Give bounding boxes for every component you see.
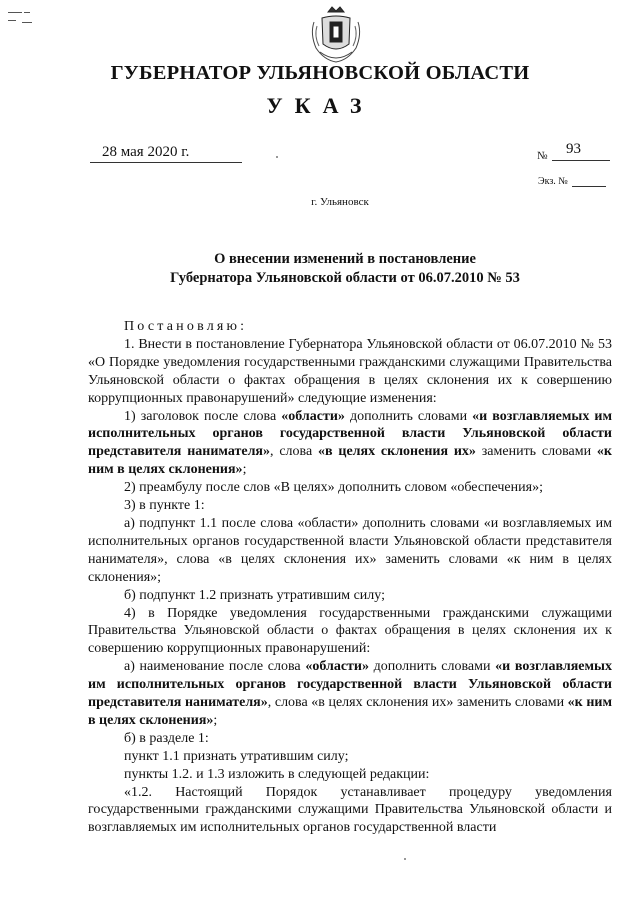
paragraph-item-3b: б) подпункт 1.2 признать утратившим силу; — [124, 587, 385, 603]
paragraph-1: 1. Внести в постановление Губернатора Ульяновской области от 06.07.2010 № 53 «О Порядке уведомления государственными гражданскими служащими Правительства Ульяновской области о фактах обращения в целях склонения их к совершению коррупционных правонарушений» следующие изменения: — [88, 336, 612, 406]
copy-number-underline — [572, 186, 606, 187]
scan-speck — [276, 156, 278, 158]
copy-number-label: Экз. № — [538, 176, 568, 187]
paragraph-item-3a: а) подпункт 1.1 после слова «области» дополнить словами «и возглавляемых им исполнительных органов государственной власти Ульяновской области представителя нанимателя», слова «в целях склонения их» заменить словами «к ним в целях склонения»; — [88, 515, 612, 585]
paragraph-item-2: 2) преамбулу после слов «В целях» дополнить словом «обеспечения»; — [124, 480, 543, 496]
city: г. Ульяновск — [311, 196, 369, 208]
paragraph-point-1-1: пункт 1.1 признать утратившим силу; — [124, 748, 349, 764]
paragraph-item-4: 4) в Порядке уведомления государственными гражданскими служащими Правительства Ульяновской области о фактах обращения в целях склонения их к совершению коррупционных правонарушений: — [88, 605, 612, 657]
paragraph-item-1: 1) заголовок после слова «области» дополнить словами «и возглавляемых им исполнительных органов государственной власти Ульяновской области представителя нанимателя», слова «в целях склонения их» заменить словами «к ним в целях склонения»; — [88, 408, 612, 478]
coat-of-arms-icon — [308, 4, 364, 66]
paragraph-item-3: 3) в пункте 1: — [124, 498, 205, 514]
paragraph-points-1-2-1-3: пункты 1.2. и 1.3 изложить в следующей редакции: — [124, 766, 430, 782]
subject-line-1: О внесении изменений в постановление — [214, 251, 476, 267]
number-label: № — [537, 150, 548, 162]
scan-speck — [404, 858, 406, 860]
document-type: УКАЗ — [266, 93, 374, 118]
document-body — [88, 318, 612, 837]
opening-word: Постановляю: — [124, 319, 248, 334]
issuer-title: ГУБЕРНАТОР УЛЬЯНОВСКОЙ ОБЛАСТИ — [110, 62, 530, 84]
number-underline — [552, 160, 610, 161]
scan-artifact — [8, 12, 34, 24]
document-date: 28 мая 2020 г. — [102, 144, 190, 160]
paragraph-item-4b: б) в разделе 1: — [124, 730, 209, 746]
document-number: 93 — [566, 141, 581, 157]
date-underline — [90, 162, 242, 163]
document-subject — [130, 250, 560, 288]
subject-line-2: Губернатора Ульяновской области от 06.07.2010 № 53 — [170, 270, 520, 286]
paragraph-quote-1-2: «1.2. Настоящий Порядок устанавливает процедуру уведомления государственными гражданскими служащими Правительства Ульяновской области и возглавляемых им исполнительных органов государственной власти — [88, 784, 612, 836]
paragraph-item-4a: а) наименование после слова «области» дополнить словами «и возглавляемых им исполнительных органов государственной власти Ульяновской области представителя нанимателя», слова «в целях склонения их» заменить словами «к ним в целях склонения»; — [88, 659, 612, 728]
